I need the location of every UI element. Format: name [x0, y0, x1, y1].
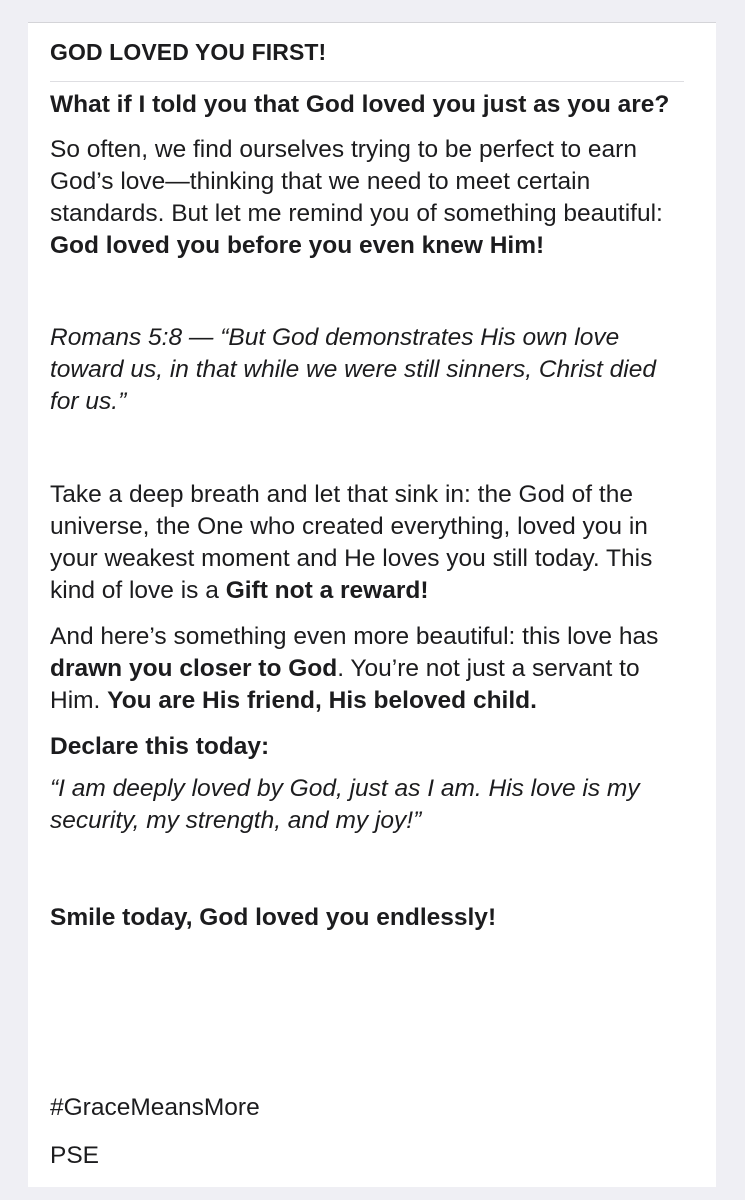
paragraph-friend [50, 621, 690, 717]
opening-question: What if I told you that God loved you just as you are? [50, 91, 670, 118]
post-footer [28, 1047, 716, 1187]
paragraph-breath [50, 479, 690, 607]
closing-line: Smile today, God loved you endlessly! [50, 904, 497, 931]
post-body [50, 89, 690, 934]
signature: PSE [50, 1142, 100, 1169]
hashtag-link[interactable]: #GraceMeansMore [50, 1094, 260, 1121]
post-card [28, 22, 716, 1048]
paragraph-friend-emphasis-a: drawn you closer to God [50, 655, 338, 682]
paragraph-friend-emphasis-b: You are His friend, His beloved child. [107, 687, 537, 714]
scripture-quote: Romans 5:8 — “But God demonstrates His own love toward us, in that while we were still sinners, Christ died for us.” [50, 324, 656, 415]
paragraph-breath-text: Take a deep breath and let that sink in: the God of the universe, the One who created everything, loved you in your weakest moment and He loves you still today. This kind of love is a [50, 481, 653, 604]
paragraph-friend-text-b: . You’re not just a servant to Him. [50, 655, 640, 714]
declare-heading: Declare this today: [50, 733, 270, 760]
paragraph-friend-text-a: And here’s something even more beautiful: this love has [50, 623, 659, 650]
title-divider [50, 81, 684, 82]
paragraph-breath-emphasis: Gift not a reward! [225, 577, 429, 604]
paragraph-perfect-emphasis: God loved you before you even knew Him! [50, 232, 545, 259]
post-title: GOD LOVED YOU FIRST! [50, 39, 327, 65]
paragraph-perfect [50, 134, 690, 262]
paragraph-perfect-text: So often, we find ourselves trying to be perfect to earn God’s love—thinking that we need to meet certain standards. But let me remind you of something beautiful: [50, 136, 663, 227]
declaration-quote: “I am deeply loved by God, just as I am. His love is my security, my strength, and my joy!” [50, 775, 640, 834]
